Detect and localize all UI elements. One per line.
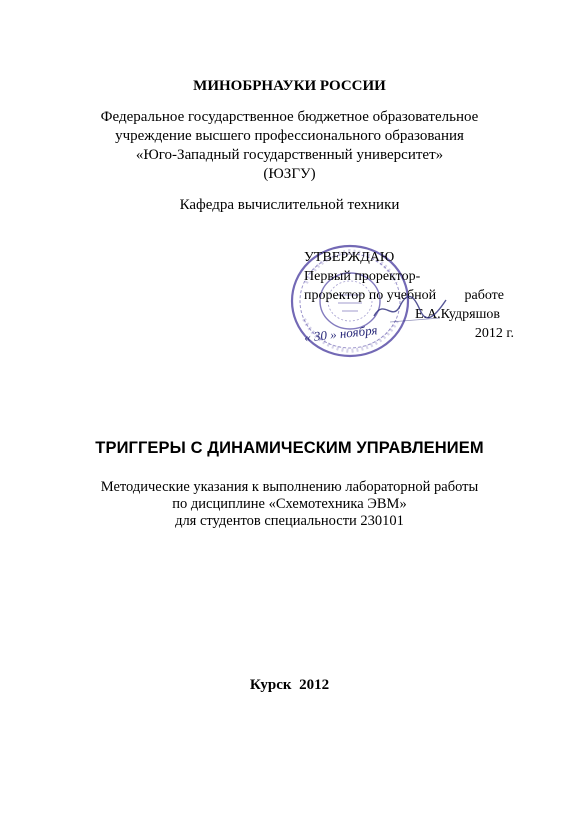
org-line-3: «Юго-Западный государственный университет»	[135, 147, 444, 163]
subtitle-line-3: для студентов специальности 230101	[175, 513, 404, 529]
subtitle-line-2: по дисциплине «Схемотехника ЭВМ»	[172, 496, 407, 512]
approval-signer: Е.А.Кудряшов	[414, 307, 500, 322]
signature	[370, 288, 450, 328]
approval-line-2-right: работе	[464, 288, 504, 303]
department-line: Кафедра вычислительной техники	[179, 197, 400, 213]
ministry-heading: МИНОБРНАУКИ РОССИИ	[193, 78, 386, 94]
approval-handwritten-date: « 30 » ноября	[303, 322, 379, 345]
org-line-1: Федеральное государственное бюджетное образовательное	[100, 109, 479, 125]
subtitle-line-1: Методические указания к выполнению лабораторной работы	[100, 479, 479, 495]
org-line-4: (ЮЗГУ)	[263, 166, 316, 182]
approval-line-2-left: проректор по учебной	[304, 288, 437, 303]
approval-line-1: Первый проректор-	[304, 269, 421, 284]
approval-label: УТВЕРЖДАЮ	[304, 250, 395, 265]
org-line-2: учреждение высшего профессионального образования	[115, 128, 464, 144]
approval-year: 2012 г.	[474, 326, 514, 341]
city-year: Курск 2012	[249, 677, 330, 693]
document-title: ТРИГГЕРЫ С ДИНАМИЧЕСКИМ УПРАВЛЕНИЕМ	[95, 439, 484, 457]
